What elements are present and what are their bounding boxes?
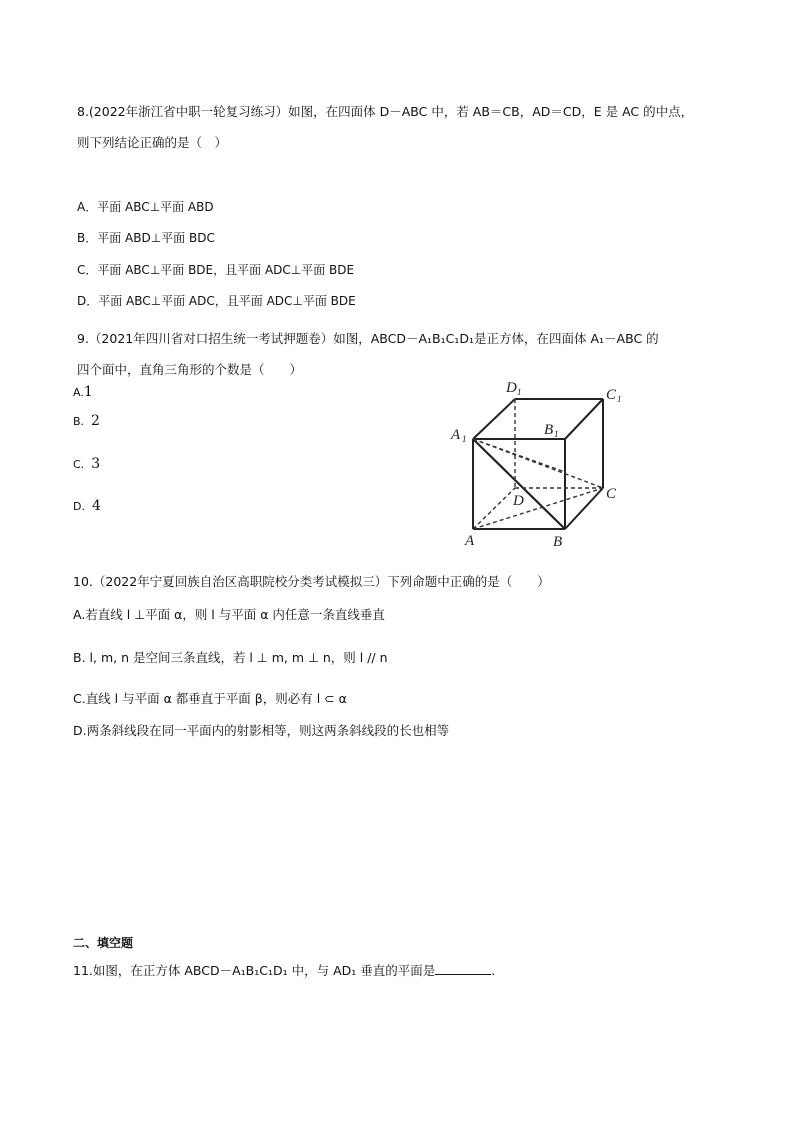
q9-option-d [73, 498, 101, 515]
q8-stem-line2: 则下列结论正确的是（ ） [77, 135, 228, 150]
q8-option-a: A．平面 ABC⊥平面 ABD [77, 200, 214, 214]
edge-b1-c1 [565, 399, 603, 439]
label-a1: A [451, 427, 461, 443]
label-b1-sub: 1 [554, 429, 559, 439]
q9-option-a [73, 384, 93, 401]
q9-stem-line1: 9.（2021年四川省对口招生统一考试押题卷）如图，ABCD－A₁B₁C₁D₁是正方体，在四面体 A₁－ABC 的 [77, 331, 659, 346]
q9-stem-line2: 四个面中，直角三角形的个数是（ ） [77, 362, 303, 377]
q9-option-c [73, 456, 100, 473]
q9-option-d-letter: D. [73, 500, 85, 513]
q9-option-a-value: 1 [83, 384, 93, 400]
hidden-segment-a1-c [473, 439, 603, 488]
q9-option-b-letter: B. [73, 415, 85, 428]
label-d1-sub: 1 [517, 387, 522, 397]
q9-option-c-letter: C. [73, 458, 85, 471]
label-b1: B [544, 422, 554, 438]
q10-stem: 10.（2022年宁夏回族自治区高职院校分类考试模拟三）下列命题中正确的是（ ） [73, 574, 550, 589]
q11-text: 11.如图，在正方体 ABCD－A₁B₁C₁D₁ 中，与 AD₁ 垂直的平面是 [73, 963, 436, 978]
q9-option-b-value: 2 [91, 413, 100, 429]
q11-stem [73, 962, 495, 979]
label-d: D [513, 493, 524, 509]
edge-a1-d1 [473, 399, 515, 439]
hidden-segment-a1-d-c [473, 439, 565, 472]
q8-stem-line1: 8.(2022年浙江省中职一轮复习练习）如图，在四面体 D－ABC 中，若 AB＝CB，AD＝CD，E 是 AC 的中点， [77, 104, 694, 119]
label-c1-sub: 1 [617, 394, 622, 404]
label-a: A [465, 533, 475, 549]
q10-option-c: C.直线 l 与平面 α 都垂直于平面 β，则必有 l ⊂ α [73, 691, 347, 706]
edge-b-c [565, 488, 603, 529]
q10-option-d: D.两条斜线段在同一平面内的射影相等，则这两条斜线段的长也相等 [73, 723, 450, 738]
q8-option-d: D．平面 ABC⊥平面 ADC，且平面 ADC⊥平面 BDE [77, 294, 356, 308]
label-a1-sub: 1 [462, 434, 467, 444]
cube-figure [440, 372, 645, 552]
label-c1: C [606, 387, 617, 403]
segment-a1-b [473, 439, 565, 529]
q10-option-b: B. l, m, n 是空间三条直线，若 l ⊥ m, m ⊥ n，则 l // n [73, 650, 388, 665]
q11-answer-blank[interactable] [435, 962, 491, 975]
label-b: B [553, 534, 563, 550]
q9-option-d-value: 4 [91, 498, 101, 514]
q8-option-b: B．平面 ABD⊥平面 BDC [77, 231, 215, 245]
q9-option-b [73, 413, 100, 430]
q8-option-c: C．平面 ABC⊥平面 BDE，且平面 ADC⊥平面 BDE [77, 263, 355, 277]
q9-option-a-letter: A. [73, 386, 84, 399]
q11-end: . [491, 963, 496, 978]
q10-option-a: A.若直线 l ⊥平面 α，则 l 与平面 α 内任意一条直线垂直 [73, 607, 385, 622]
label-d1: D [506, 380, 517, 396]
q9-option-c-value: 3 [91, 456, 101, 472]
section-title-fill-in: 二、填空题 [73, 936, 134, 950]
label-c: C [606, 486, 617, 502]
